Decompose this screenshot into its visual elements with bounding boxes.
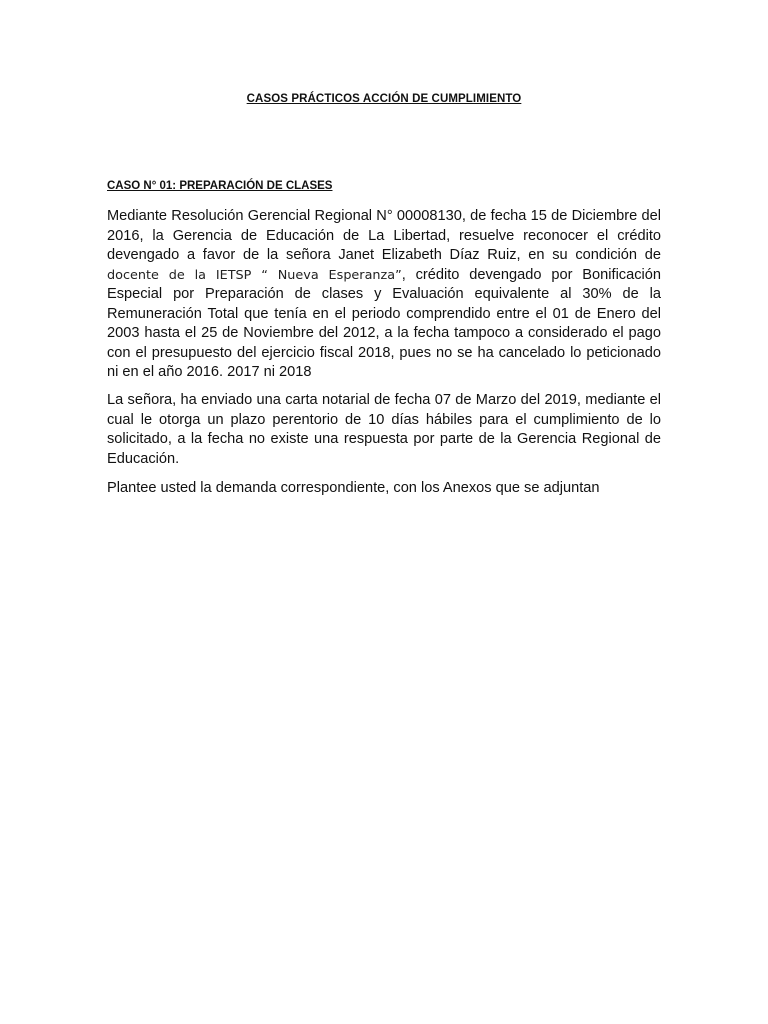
paragraph-resolution-end: , crédito devengado por Bonificación Especial por Preparación de clases y Evaluación equivalente al 30% de la Remuneración Total que tenía en el periodo comprendido entre el 01 de Enero del 2003 hasta el 25 de Noviembre del 2012, a la fecha tampoco a considerado el pago con el presupuesto del ejercicio fiscal 2018, pues no se ha cancelado lo peticionado ni en el año 2016. 2017 ni 2018	[107, 266, 661, 380]
case-heading: CASO N° 01: PREPARACIÓN DE CLASES	[107, 180, 333, 192]
paragraph-resolution-start: Mediante Resolución Gerencial Regional N° 00008130, de fecha 15 de Diciembre del 2016, la Gerencia de Educación de La Libertad, resuelve reconocer el crédito devengado a favor de la señora Janet Elizabeth Díaz Ruiz, en su condición de	[107, 208, 661, 263]
document-title: CASOS PRÁCTICOS ACCIÓN DE CUMPLIMIENTO	[246, 93, 522, 105]
paragraph-resolution	[107, 207, 661, 383]
paragraph-notarial-letter: La señora, ha enviado una carta notarial de fecha 07 de Marzo del 2019, mediante el cual le otorga un plazo perentorio de 10 días hábiles para el cumplimiento de lo solicitado, a la fecha no existe una respuesta por parte de la Gerencia Regional de Educación.	[107, 392, 661, 467]
teacher-institution-text: docente de la IETSP “ Nueva Esperanza”	[107, 267, 402, 283]
paragraph-instruction: Plantee usted la demanda correspondiente, con los Anexos que se adjuntan	[107, 480, 600, 496]
